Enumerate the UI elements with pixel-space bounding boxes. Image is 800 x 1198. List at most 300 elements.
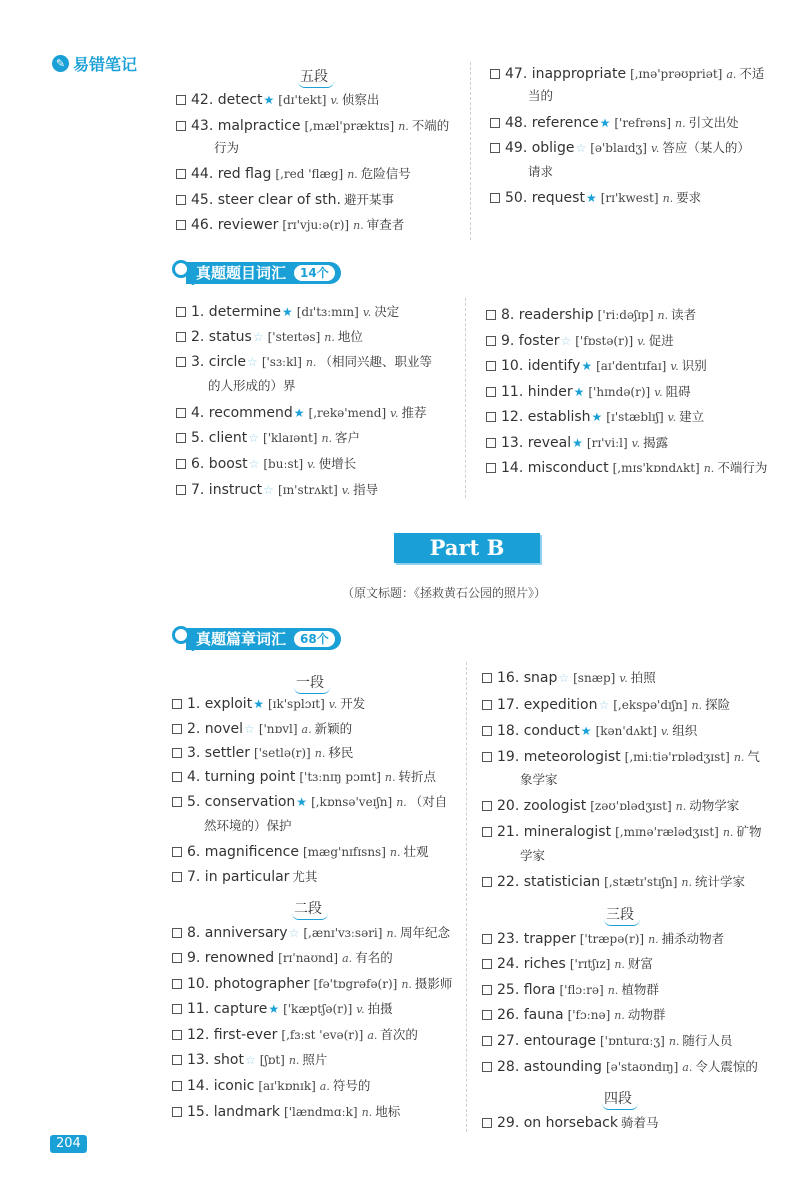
word: 47. inappropriate [505,66,627,82]
definition: 拍照 [630,670,656,685]
checkbox[interactable] [482,877,492,887]
definition: 动物学家 [689,798,740,813]
phonetic: [ə'blaɪdʒ] [590,141,647,155]
word: 12. establish [501,409,591,425]
definition: 地位 [337,329,363,344]
definition: 转折点 [398,769,437,784]
part-of-speech: n. [384,771,396,784]
definition: 首次的 [380,1027,418,1042]
checkbox[interactable] [176,332,186,342]
part-of-speech: a. [342,952,353,965]
definition: 探险 [705,697,731,712]
word: 1. determine [191,304,281,320]
checkbox[interactable] [176,357,186,367]
part-of-speech: n. [691,699,703,712]
vocab-entry [172,867,317,887]
vocab-entry [486,305,696,326]
word: 13. reveal [501,435,572,451]
vocab-entry [172,948,393,969]
definition: 气 [747,749,760,764]
part-of-speech: n. [396,796,407,809]
word: 15. landmark [187,1104,281,1120]
phonetic: [dɪ'tɜːmɪn] [296,305,359,319]
phonetic: [,mæl'præktɪs] [304,119,395,133]
vocab-entry [172,694,365,715]
part-of-speech: n. [722,826,734,839]
checkbox[interactable] [172,1030,182,1040]
checkbox[interactable] [172,928,182,938]
vocab-entry [172,923,450,944]
star-icon: ★ [572,436,583,450]
part-of-speech: n. [353,219,364,232]
definition: 开发 [340,696,366,711]
checkbox[interactable] [482,934,492,944]
definition: 答应（某人的） [662,140,750,155]
phonetic: [snæp] [573,671,616,685]
vocab-entry [176,116,449,137]
vocab-entry [486,458,767,479]
phonetic: ['kæptʃə(r)] [283,1002,353,1016]
phonetic: ['sɜːkl] [261,355,302,369]
phonetic: [rɪ'vjuːə(r)] [282,218,350,232]
checkbox[interactable] [176,307,186,317]
word: 10. identify [501,358,581,374]
part-of-speech: n. [668,1035,680,1048]
vocab-entry [176,327,363,348]
definition: 阻碍 [665,384,691,399]
vocab-entry [482,822,761,843]
checkbox[interactable] [172,797,182,807]
checkbox[interactable] [490,69,500,79]
vocab-entry [482,1057,758,1078]
checkbox[interactable] [172,1004,182,1014]
star-outline-icon: ☆ [244,1053,256,1067]
part-of-speech: n. [681,876,692,889]
part-of-speech: n. [347,168,358,181]
definition: 随行人员 [682,1033,733,1048]
phonetic: ['fɒstə(r)] [575,334,634,348]
word: 42. detect [191,92,263,108]
phonetic: [,ænɪ'vɜːsəri] [303,926,383,940]
word: 27. entourage [497,1033,596,1049]
phonetic: ['setlə(r)] [253,746,311,760]
definition: 决定 [374,304,400,319]
phonetic: ['træpə(r)] [579,932,645,946]
word: 7. in particular [187,869,290,885]
checkbox[interactable] [176,485,186,495]
phonetic: [buːst] [263,457,304,471]
definition: （对自 [409,794,448,809]
word-count-badge: 14个 [294,265,335,281]
definition: 指导 [353,482,379,497]
phonetic: [mæg'nɪfɪsns] [303,845,386,859]
star-outline-icon: ☆ [598,698,610,712]
part-title: Part B [394,533,540,563]
checkbox[interactable] [490,143,500,153]
vocab-entry [482,747,760,768]
part-of-speech: v. [670,360,679,373]
checkbox[interactable] [486,361,496,371]
checkbox[interactable] [490,193,500,203]
definition-continued: 然环境的）保护 [204,818,292,833]
vocab-entry [490,138,750,159]
word: 4. recommend [191,405,293,421]
definition: 揭露 [643,435,669,450]
vocab-entry [486,331,674,352]
star-icon: ★ [268,1002,280,1016]
word: 2. novel [187,721,244,737]
definition-continued: 当的 [528,88,554,103]
checkbox[interactable] [172,872,182,882]
part-of-speech: v. [356,1003,365,1016]
word: 26. fauna [497,1007,564,1023]
part-of-speech: n. [321,432,333,445]
checkbox[interactable] [486,336,496,346]
word: 17. expedition [497,697,598,713]
word: 13. shot [187,1052,244,1068]
checkbox[interactable] [176,195,186,205]
part-of-speech: n. [386,927,398,940]
word: 23. trapper [497,931,576,947]
checkbox[interactable] [172,1107,182,1117]
word: 44. red flag [191,166,272,182]
phonetic: [fə'tɒgrəfə(r)] [313,977,398,991]
checkbox[interactable] [482,801,492,811]
vocab-entry [176,480,378,501]
checkbox[interactable] [172,1055,182,1065]
word-count-badge: 68个 [294,631,335,647]
word: 3. settler [187,745,250,761]
checkbox[interactable] [486,463,496,473]
definition-continued: 行为 [214,140,240,155]
phonetic: [kən'dʌkt] [595,724,657,738]
part-of-speech: v. [660,725,670,738]
definition: 拍摄 [367,1001,393,1016]
star-icon: ★ [253,697,264,711]
definition: 壮观 [403,844,429,859]
part-of-speech: n. [305,356,317,369]
part-of-speech: n. [389,846,401,859]
section-title: 真题篇章词汇 [196,630,287,648]
page-number: 204 [50,1135,87,1153]
word: 24. riches [497,956,566,972]
paragraph-label: 二段 [294,898,322,918]
definition: 不端行为 [717,460,768,475]
phonetic: ['steɪtəs] [267,330,321,344]
part-of-speech: n. [657,309,669,322]
checkbox[interactable] [482,827,492,837]
word: 10. photographer [187,976,310,992]
definition: 促进 [648,333,674,348]
vocab-entry [490,113,739,134]
star-icon: ★ [263,93,275,107]
checkbox[interactable] [176,433,186,443]
part-of-speech: n. [607,984,619,997]
phonetic: [ɪ'stæblɪʃ] [606,410,664,424]
part-of-speech: v. [362,306,372,319]
vocab-entry [482,1031,732,1052]
part-of-speech: a. [726,68,737,81]
word: 28. astounding [497,1059,602,1075]
word: 6. boost [191,456,248,472]
part-of-speech: n. [675,800,687,813]
definition: 矿物 [736,824,762,839]
checkbox[interactable] [490,118,500,128]
word: 6. magnificence [187,844,299,860]
word: 45. steer clear of sth. [191,192,341,208]
checkbox[interactable] [482,959,492,969]
definition: 不适 [739,66,765,81]
checkbox[interactable] [486,387,496,397]
phonetic: ['lændmɑːk] [284,1105,358,1119]
checkbox[interactable] [482,1062,492,1072]
word: 8. readership [501,307,594,323]
definition: 骑着马 [620,1115,659,1130]
definition-continued: 象学家 [520,772,558,787]
phonetic: [aɪ'dentɪfaɪ] [596,359,667,373]
phonetic: [dɪ'tekt] [278,93,327,107]
definition-continued: 的人形成的）界 [208,378,296,393]
checkbox[interactable] [486,412,496,422]
phonetic: [,miːtiə'rɒlədʒɪst] [624,750,730,764]
definition: 建立 [679,409,705,424]
part-of-speech: v. [328,698,338,711]
word: 9. foster [501,333,560,349]
word: 25. flora [497,982,556,998]
vocab-entry [172,974,452,995]
phonetic: [,ɪnə'prəʊpriət] [630,67,723,81]
checkbox[interactable] [176,121,186,131]
vocab-entry [172,743,353,764]
phonetic: [,rekə'mend] [308,406,387,420]
vocab-entry [172,719,352,740]
part-of-speech: n. [703,462,715,475]
part-of-speech: a. [319,1080,330,1093]
star-icon: ★ [281,305,293,319]
word: 29. on horseback [497,1115,618,1131]
vocab-entry [482,1005,665,1026]
checkbox[interactable] [172,724,182,734]
vocab-entry [176,164,411,185]
vocab-entry [482,980,659,1001]
magnifier-icon [172,260,198,286]
star-outline-icon: ☆ [263,483,274,497]
definition: 令人震惊的 [695,1059,758,1074]
phonetic: [ʃɒt] [259,1053,285,1067]
checkbox[interactable] [172,1081,182,1091]
word: 46. reviewer [191,217,279,233]
vocab-entry [176,90,379,111]
phonetic: [,kɒnsə'veɪʃn] [311,795,393,809]
vocab-entry [176,302,399,323]
definition: （相同兴趣、职业等 [319,354,432,369]
vocab-entry [482,695,730,716]
magnifier-icon [172,626,198,652]
phonetic: ['refrəns] [614,116,672,130]
word: 49. oblige [505,140,575,156]
part-of-speech: v. [637,335,646,348]
word: 20. zoologist [497,798,587,814]
vocab-entry [176,190,394,210]
part-of-speech: v. [341,484,351,497]
definition: 使增长 [318,456,357,471]
checkbox[interactable] [486,310,496,320]
phonetic: [,mɪnə'rælədʒɪst] [615,825,719,839]
pen-icon: ✎ [52,55,69,72]
vocab-entry [482,721,697,742]
phonetic: ['klaɪənt] [263,431,318,445]
part-of-speech: v. [650,142,660,155]
part-of-speech: n. [614,958,625,971]
checkbox[interactable] [482,700,492,710]
definition: 移民 [328,745,354,760]
vocab-entry [482,796,739,817]
part-of-speech: n. [361,1106,373,1119]
phonetic: [,stætɪ'stɪʃn] [604,875,678,889]
part-of-speech: n. [288,1054,300,1067]
word: 50. request [505,190,585,206]
word: 5. client [191,430,248,446]
checkbox[interactable] [172,979,182,989]
checkbox[interactable] [172,748,182,758]
word: 11. hinder [501,384,573,400]
phonetic: ['flɔːrə] [559,983,604,997]
paragraph-label: 四段 [604,1088,632,1108]
phonetic: [,red 'flæg] [275,167,344,181]
checkbox[interactable] [482,985,492,995]
definition: 要求 [676,190,702,205]
part-of-speech: n. [675,117,686,130]
phonetic: ['nɒvl] [258,722,298,736]
vocab-entry [172,1076,370,1097]
paragraph-label: 一段 [296,672,324,692]
part-of-speech: a. [301,723,312,736]
checkbox[interactable] [482,1118,492,1128]
phonetic: [ə'staʊndɪŋ] [605,1060,679,1074]
part-of-speech: n. [398,120,409,133]
checkbox[interactable] [176,95,186,105]
definition: 侦察出 [341,92,380,107]
part-of-speech: n. [614,1009,625,1022]
brand-title: 易错笔记 [73,55,138,74]
definition: 有名的 [355,950,393,965]
star-outline-icon: ☆ [244,722,255,736]
checkbox[interactable] [172,772,182,782]
checkbox[interactable] [482,1010,492,1020]
checkbox[interactable] [176,408,186,418]
definition: 新颖的 [314,721,353,736]
vocab-entry [176,352,432,373]
checkbox[interactable] [176,220,186,230]
phonetic: [aɪ'kɒnɪk] [258,1079,316,1093]
word: 2. status [191,329,252,345]
star-icon: ★ [599,116,611,130]
phonetic: ['riːdəʃɪp] [597,308,654,322]
vocab-entry [486,407,704,428]
word: 9. renowned [187,950,275,966]
paragraph-label: 三段 [606,904,634,924]
phonetic: ['tɜːnɪŋ pɔɪnt] [299,770,381,784]
definition: 推荐 [401,405,427,420]
star-outline-icon: ☆ [288,926,300,940]
vocab-entry [172,842,429,863]
definition: 动物群 [627,1007,666,1022]
phonetic: [ɪk'splɔɪt] [267,697,325,711]
phonetic: [ɪn'strʌkt] [277,483,338,497]
word: 22. statistician [497,874,601,890]
checkbox[interactable] [176,169,186,179]
part-of-speech: n. [401,978,412,991]
checkbox[interactable] [482,673,492,683]
column-divider [470,62,471,240]
vocab-entry [482,929,724,950]
definition-continued: 学家 [520,848,546,863]
part-of-speech: n. [733,751,745,764]
part-of-speech: a. [682,1061,693,1074]
word: 4. turning point [187,769,296,785]
vocab-entry [176,428,360,449]
checkbox[interactable] [172,953,182,963]
phonetic: [zəʊ'ɒlədʒɪst] [590,799,672,813]
vocab-entry [176,215,404,236]
part-of-speech: v. [654,386,663,399]
checkbox[interactable] [482,752,492,762]
definition: 读者 [671,307,697,322]
word: 14. misconduct [501,460,609,476]
checkbox[interactable] [486,438,496,448]
part-of-speech: n. [648,933,659,946]
vocab-entry [486,433,668,454]
section-header-question-vocab [172,260,341,286]
section-title: 真题题目词汇 [196,264,287,282]
column-divider [466,662,467,1132]
source-title-note: （原文标题：《拯救黄石公园的照片》） [342,586,547,600]
brand-logo [52,52,137,75]
definition: 植物群 [621,982,659,997]
checkbox[interactable] [482,726,492,736]
checkbox[interactable] [176,459,186,469]
vocab-entry [490,64,764,85]
definition: 捕杀动物者 [661,931,725,946]
checkbox[interactable] [482,1036,492,1046]
part-of-speech: v. [619,672,628,685]
vocab-entry [482,954,653,975]
star-outline-icon: ☆ [558,671,570,685]
paragraph-label: 五段 [300,66,328,86]
checkbox[interactable] [172,699,182,709]
word: 7. instruct [191,482,263,498]
phonetic: ['fɔːnə] [567,1008,611,1022]
section-header-article-vocab [172,626,341,652]
part-of-speech: n. [314,747,326,760]
part-of-speech: n. [324,331,335,344]
definition: 财富 [627,956,653,971]
definition: 引文出处 [688,115,739,130]
star-outline-icon: ☆ [247,355,258,369]
checkbox[interactable] [172,847,182,857]
word: 19. meteorologist [497,749,621,765]
vocab-entry [486,382,691,403]
part-of-speech: a. [367,1029,378,1042]
definition: 摄影师 [414,976,453,991]
word: 5. conservation [187,794,296,810]
definition: 组织 [672,723,698,738]
vocab-entry [176,403,427,424]
star-outline-icon: ☆ [252,330,264,344]
vocab-entry [172,1025,418,1046]
phonetic: [rɪ'naʊnd] [278,951,339,965]
vocab-entry [172,999,393,1020]
